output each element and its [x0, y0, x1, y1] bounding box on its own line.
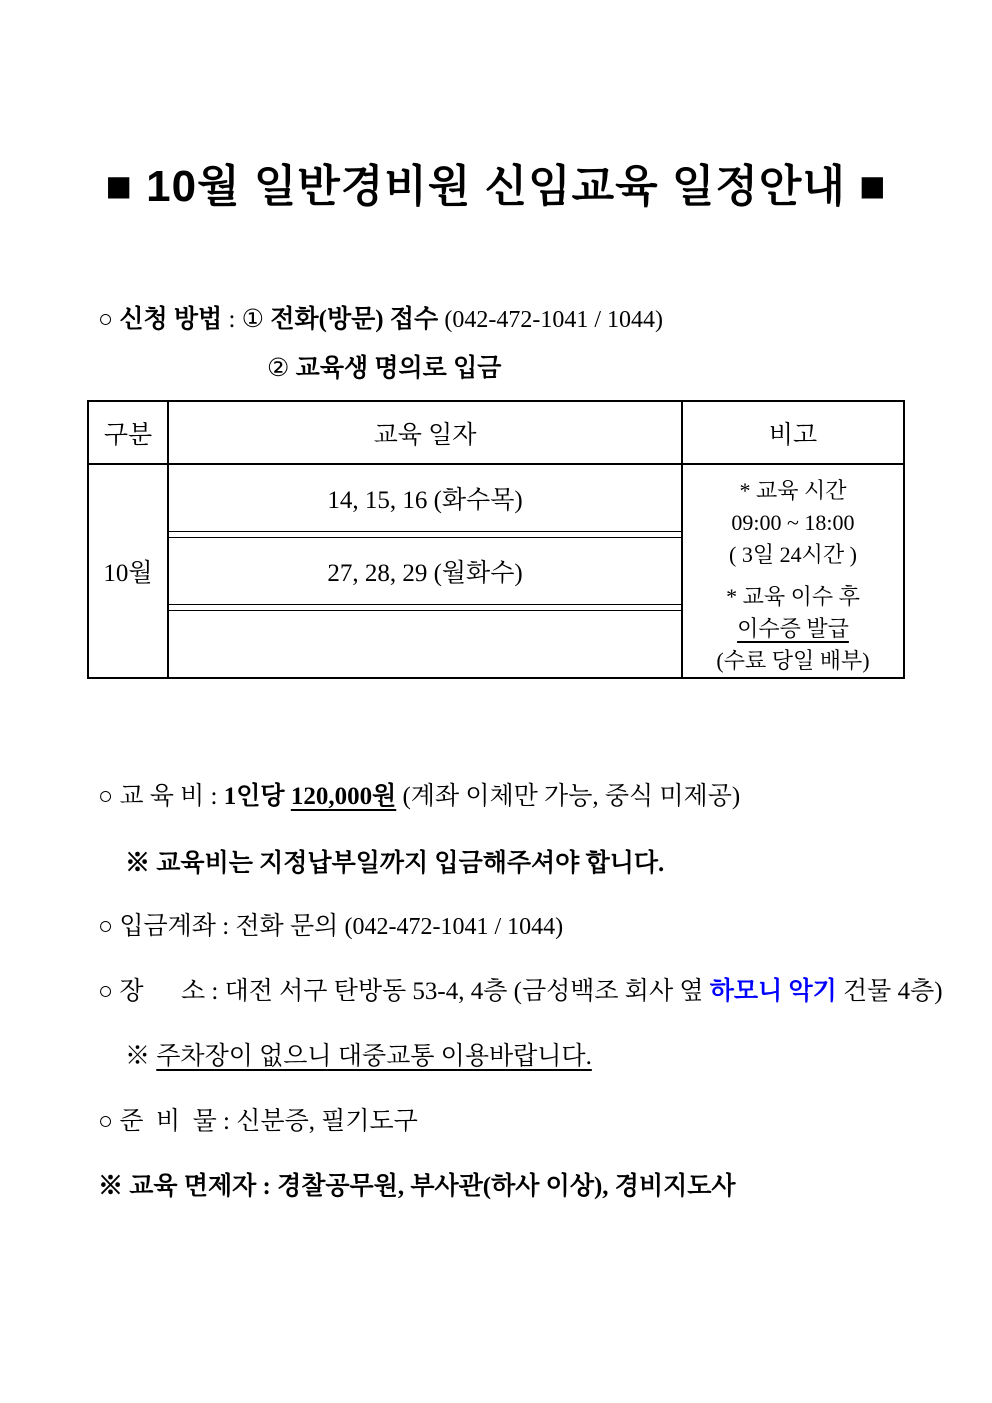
remark-time-title: * 교육 시간	[739, 478, 847, 503]
remarks-cell	[683, 465, 903, 677]
schedule-table	[87, 400, 905, 679]
account-phone: (042-472-1041 / 1044)	[344, 914, 564, 940]
fee-note-text: 교육비는 지정납부일까지 입금해주셔야 합니다.	[156, 850, 665, 877]
header-remarks: 비고	[768, 421, 818, 449]
apply-method-label: 신청 방법	[119, 306, 223, 333]
reference-mark-icon: ※	[98, 1173, 130, 1200]
session-row: 27, 28, 29 (월화수)	[169, 537, 681, 605]
remark-cert-underlined: 이수증 발급	[737, 616, 849, 641]
apply-step1-phone: (042-472-1041 / 1044)	[444, 307, 664, 333]
exemption-line	[73, 1133, 736, 1241]
location-highlight: 하모니 악기	[709, 978, 837, 1005]
sessions-column	[169, 465, 683, 677]
exemption-text: 교육 면제자 : 경찰공무원, 부사관(하사 이상), 경비지도사	[129, 1173, 736, 1200]
header-category: 구분	[89, 402, 169, 463]
account-text: 전화 문의	[235, 913, 345, 940]
header-dates: 교육 일자	[169, 402, 683, 463]
location-text-before: 대전 서구 탄방동 53-4, 4층 (금성백조 회사 옆	[224, 978, 710, 1005]
circle-bullet-icon: ○	[98, 978, 120, 1005]
colon: :	[222, 306, 242, 333]
circle-bullet-icon: ○	[98, 913, 120, 940]
session-row	[169, 610, 681, 677]
circle-bullet-icon: ○	[98, 783, 120, 810]
location-text-after: 건물 4층)	[836, 978, 943, 1005]
schedule-table-body	[89, 465, 903, 677]
location-label: 장 소 :	[119, 978, 225, 1005]
supplies-text: 신분증, 필기도구	[236, 1108, 418, 1135]
reference-mark-icon: ※	[125, 1043, 157, 1070]
remark-cert-title: * 교육 이수 후	[726, 584, 860, 609]
fee-amount: 120,000원	[290, 783, 397, 810]
apply-step1-text: 전화(방문) 접수	[270, 306, 445, 333]
circle-bullet-icon: ○	[98, 306, 120, 333]
apply-step2-text: 교육생 명의로 입금	[295, 355, 502, 382]
schedule-table-header	[89, 402, 903, 465]
circled-two-icon: ②	[267, 355, 296, 382]
circle-bullet-icon: ○	[98, 1108, 120, 1135]
account-label: 입금계좌 :	[119, 913, 236, 940]
remark-time-range: 09:00 ~ 18:00	[731, 510, 855, 535]
circled-one-icon: ①	[241, 306, 271, 333]
fee-label: 교 육 비 :	[119, 783, 224, 810]
reference-mark-icon: ※	[125, 850, 157, 877]
remark-time-total: ( 3일 24시간 )	[729, 542, 857, 567]
fee-per-person: 1인당	[223, 783, 291, 810]
page-title: ■ 10월 일반경비원 신임교육 일정안내 ■	[105, 162, 887, 211]
supplies-label: 준 비 물 :	[119, 1108, 237, 1135]
parking-note-text: 주차장이 없으니 대중교통 이용바랍니다.	[156, 1043, 592, 1070]
session-row: 14, 15, 16 (화수목)	[169, 465, 681, 532]
remark-cert-sub: (수료 당일 배부)	[716, 648, 870, 673]
fee-detail: (계좌 이체만 가능, 중식 미제공)	[396, 783, 741, 810]
month-cell: 10월	[89, 465, 169, 677]
